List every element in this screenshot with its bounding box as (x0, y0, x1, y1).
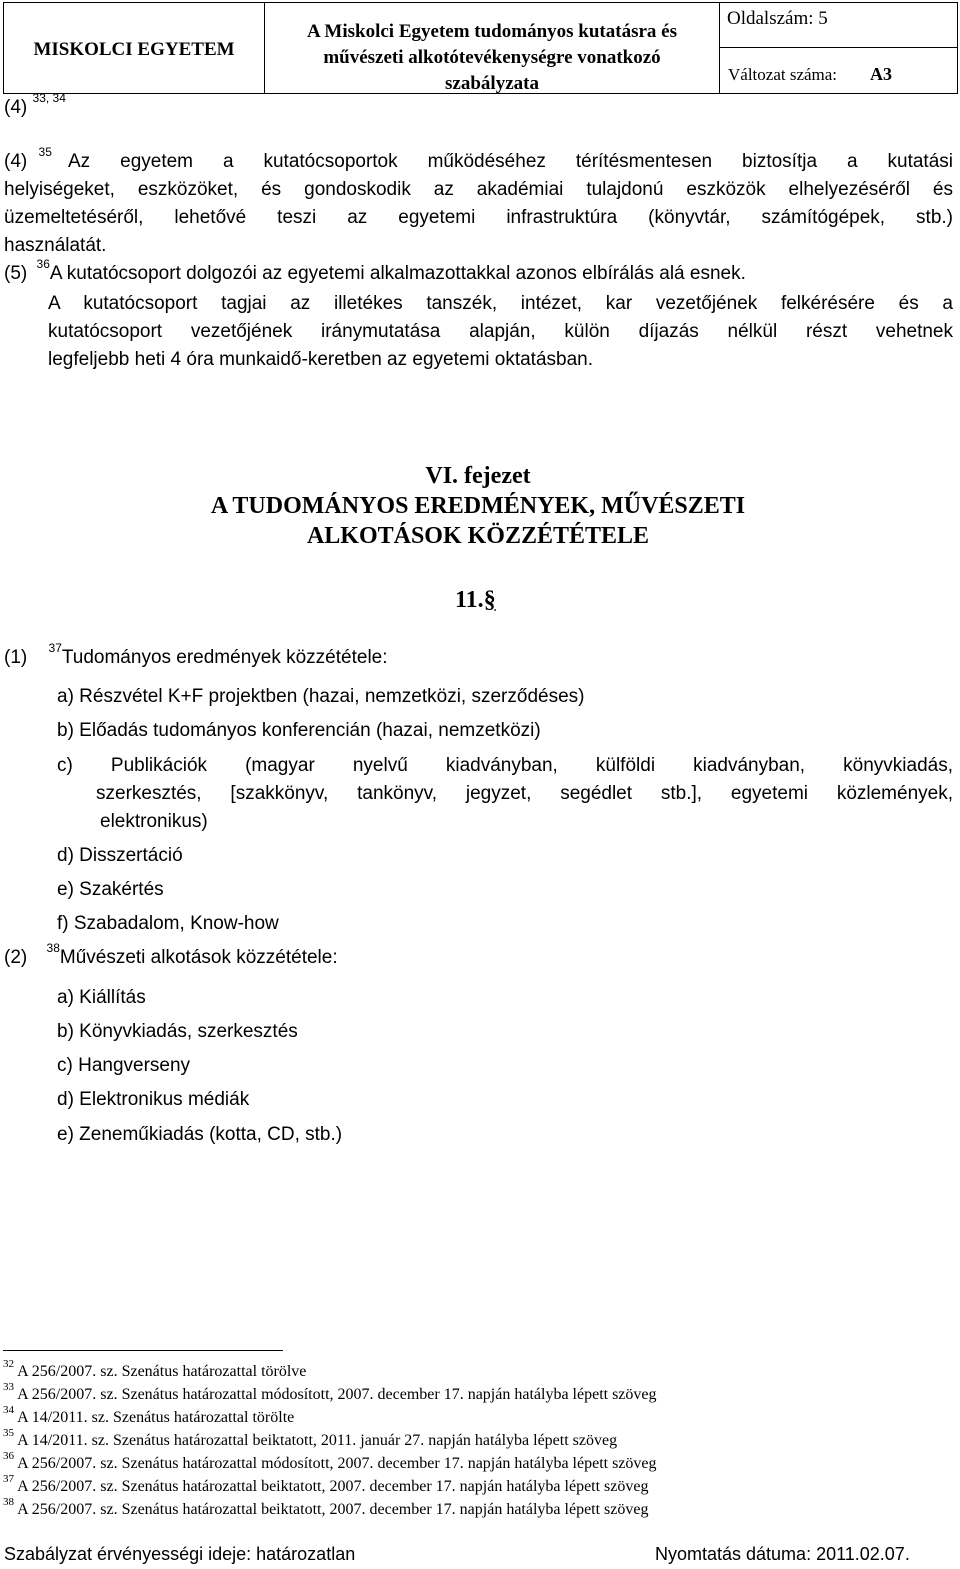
section-number: 11. (455, 587, 484, 613)
paragraph-5-first-line (4, 257, 746, 285)
footnote-ref: 36 (36, 257, 50, 271)
list-item: d) Disszertáció (57, 845, 183, 866)
paragraph-4-deleted (4, 91, 66, 119)
footnote-number: 34 (3, 1404, 14, 1416)
paragraph-number: (5) (4, 263, 28, 284)
paragraph-4-line: helyiségeket, eszközöket, és gondoskodik az akadémiai tulajdonú eszközök elhelyezéséről és (4, 179, 953, 200)
list-item: b) Könyvkiadás, szerkesztés (57, 1021, 298, 1042)
footnote-ref: 33, 34 (32, 91, 66, 105)
version-value: A3 (870, 64, 892, 84)
version-label: Változat száma: (728, 65, 838, 84)
list-item: b) Előadás tudományos konferencián (hazai, nemzetközi) (57, 720, 541, 741)
header-meta-cell (720, 3, 957, 93)
footnote-divider (3, 1350, 283, 1351)
footnote-text: A 256/2007. sz. Szenátus határozattal beiktatott, 2007. december 17. napján hatályba lépett szöveg (17, 1501, 649, 1518)
footnote (3, 1450, 657, 1473)
footnote-number: 33 (3, 1381, 14, 1393)
university-name: MISKOLCI EGYETEM (33, 39, 235, 60)
list-item: d) Elektronikus médiák (57, 1089, 250, 1110)
paragraph-title: Művészeti alkotások közzététele: (59, 947, 338, 968)
footnote (3, 1358, 307, 1381)
list-item-continuation: szerkesztés, [szakkönyv, tankönyv, jegyzet, segédlet stb.], egyetemi közlemények, (96, 783, 953, 804)
document-title-line: művészeti alkotótevékenységre vonatkozó (323, 47, 661, 68)
list-item: a) Részvétel K+F projektben (hazai, nemzetközi, szerződéses) (57, 686, 585, 707)
header-title-cell (265, 3, 720, 93)
paragraph-number-text: (4) (4, 151, 28, 172)
footnote (3, 1404, 295, 1427)
document-title-line: szabályzata (445, 73, 539, 94)
footnote-text: A 14/2011. sz. Szenátus határozattal beiktatott, 2011. január 27. napján hatályba lépett szöveg (17, 1432, 618, 1449)
footnote (3, 1427, 618, 1450)
footnote-text: A 256/2007. sz. Szenátus határozattal módosított, 2007. december 17. napján hatályba lépett szöveg (17, 1455, 657, 1472)
paragraph-text: A kutatócsoport dolgozói az egyetemi alkalmazottakkal azonos elbírálás alá esnek. (49, 263, 746, 284)
footnote-ref: 37 (48, 641, 62, 655)
page-number-box (720, 3, 957, 48)
paragraph-1-heading (4, 641, 388, 669)
list-item: e) Szakértés (57, 879, 164, 900)
chapter-title-line: ALKOTÁSOK KÖZZÉTÉTELE (306, 523, 650, 549)
footnote (3, 1496, 649, 1519)
footnote (3, 1473, 649, 1496)
document-title-line: A Miskolci Egyetem tudományos kutatásra és (307, 21, 677, 42)
footnote-number: 32 (3, 1358, 14, 1370)
list-item: e) Zeneműkiadás (kotta, CD, stb.) (57, 1124, 343, 1145)
paragraph-5-line: kutatócsoport vezetőjének iránymutatása alapján, külön díjazás nélkül részt vehetnek (48, 321, 953, 342)
footnote (3, 1381, 657, 1404)
paragraph-number (4, 145, 52, 173)
list-item: a) Kiállítás (57, 987, 146, 1008)
paragraph-number: (4) (4, 97, 28, 118)
footnote-text: A 256/2007. sz. Szenátus határozattal beiktatott, 2007. december 17. napján hatályba lépett szöveg (17, 1478, 649, 1495)
header-university-cell (4, 3, 265, 93)
list-item: c) Hangverseny (57, 1055, 191, 1076)
paragraph-5-line: legfeljebb heti 4 óra munkaidő-keretben az egyetemi oktatásban. (48, 349, 594, 370)
footnote-ref: 38 (46, 941, 60, 955)
footnote-text: A 14/2011. sz. Szenátus határozattal törölte (17, 1409, 295, 1426)
list-item-continuation: elektronikus) (100, 811, 208, 832)
section-sign: § (483, 587, 496, 613)
footnote-number: 38 (3, 1496, 14, 1508)
document-header (3, 2, 958, 94)
paragraph-number: (1) (4, 647, 28, 668)
chapter-title-line: A TUDOMÁNYOS EREDMÉNYEK, MŰVÉSZETI (210, 493, 746, 519)
validity-note: Szabályzat érvényességi ideje: határozatlan (4, 1544, 356, 1564)
list-item: f) Szabadalom, Know-how (57, 913, 279, 934)
footnote-text: A 256/2007. sz. Szenátus határozattal törölve (17, 1363, 307, 1380)
paragraph-number: (2) (4, 947, 28, 968)
paragraph-title: Tudományos eredmények közzététele: (61, 647, 388, 668)
document-title (265, 19, 719, 97)
section-heading (455, 587, 496, 614)
paragraph-5-line: A kutatócsoport tagjai az illetékes tanszék, intézet, kar vezetőjének felkérésére és a (48, 293, 953, 314)
footnote-number: 35 (3, 1427, 14, 1439)
footnote-number: 36 (3, 1450, 14, 1462)
footnote-number: 37 (3, 1473, 14, 1485)
paragraph-4-line: Az egyetem a kutatócsoportok működéséhez térítésmentesen biztosítja a kutatási (68, 151, 953, 172)
paragraph-4-line: használatát. (4, 235, 107, 256)
print-date: Nyomtatás dátuma: 2011.02.07. (655, 1544, 910, 1564)
paragraph-2-heading (4, 941, 338, 969)
chapter-number: VI. fejezet (425, 463, 531, 489)
page-number: Oldalszám: 5 (727, 8, 828, 29)
footnote-ref: 35 (38, 145, 52, 159)
footnote-text: A 256/2007. sz. Szenátus határozattal módosított, 2007. december 17. napján hatályba lépett szöveg (17, 1386, 657, 1403)
paragraph-4-line: üzemeltetéséről, lehetővé teszi az egyetemi infrastruktúra (könyvtár, számítógépek, stb.) (4, 207, 953, 228)
list-item: c) Publikációk (magyar nyelvű kiadványban, külföldi kiadványban, könyvkiadás, (57, 755, 953, 776)
